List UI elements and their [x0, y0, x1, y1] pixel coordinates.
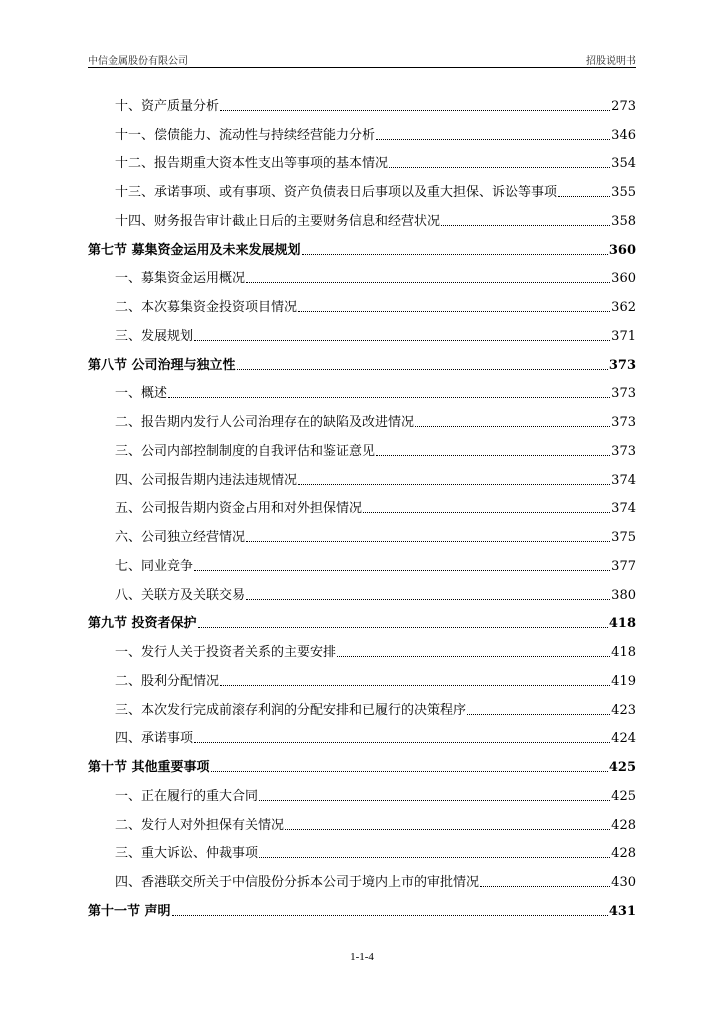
toc-entry-title: 第七节 募集资金运用及未来发展规划: [88, 242, 301, 258]
toc-section-entry[interactable]: [88, 894, 636, 923]
toc-leader-dots: [441, 225, 610, 226]
toc-entry-title: 第九节 投资者保护: [88, 616, 197, 632]
toc-section-entry[interactable]: [88, 233, 636, 262]
toc-entry-title: 一、发行人关于投资者关系的主要安排: [115, 645, 337, 660]
toc-entry-page: 360: [611, 271, 636, 287]
toc-entry-page: 418: [611, 645, 636, 660]
toc-entry-page: 425: [608, 760, 636, 775]
toc-entry-page: 360: [608, 242, 636, 258]
toc-entry[interactable]: [88, 693, 636, 722]
toc-entry-title: 十三、承诺事项、或有事项、资产负债表日后事项以及重大担保、诉讼等事项: [115, 185, 558, 200]
toc-entry-title: 第十节 其他重要事项: [88, 760, 210, 775]
toc-leader-dots: [259, 857, 610, 858]
toc-entry[interactable]: [88, 377, 636, 406]
toc-leader-dots: [211, 771, 608, 772]
toc-entry-page: 418: [608, 616, 636, 632]
toc-entry-page: 373: [608, 357, 636, 373]
table-of-contents: [88, 89, 636, 923]
toc-leader-dots: [194, 570, 610, 571]
toc-leader-dots: [220, 110, 610, 111]
toc-leader-dots: [194, 340, 610, 341]
toc-entry-page: 374: [611, 472, 636, 488]
toc-entry-page: 354: [611, 156, 636, 172]
toc-leader-dots: [246, 541, 610, 542]
toc-leader-dots: [194, 742, 610, 743]
toc-entry[interactable]: [88, 492, 636, 521]
toc-entry-title: 一、概述: [115, 386, 168, 402]
toc-entry-title: 十一、偿债能力、流动性与持续经营能力分析: [115, 127, 376, 143]
toc-entry[interactable]: [88, 405, 636, 434]
toc-entry[interactable]: [88, 175, 636, 204]
toc-leader-dots: [220, 685, 610, 686]
toc-entry-title: 十四、财务报告审计截止日后的主要财务信息和经营状况: [115, 213, 441, 229]
toc-entry-page: 373: [611, 443, 636, 459]
toc-entry-page: 346: [611, 127, 636, 143]
toc-entry[interactable]: [88, 89, 636, 118]
header-company-name: 中信金属股份有限公司: [88, 56, 188, 67]
toc-leader-dots: [168, 397, 610, 398]
toc-leader-dots: [237, 369, 608, 370]
toc-entry-page: 273: [611, 98, 636, 114]
toc-entry[interactable]: [88, 779, 636, 808]
toc-entry[interactable]: [88, 578, 636, 607]
toc-section-entry[interactable]: [88, 348, 636, 377]
toc-entry[interactable]: [88, 664, 636, 693]
toc-leader-dots: [246, 599, 610, 600]
toc-section-entry[interactable]: [88, 750, 636, 779]
toc-leader-dots: [298, 484, 610, 485]
toc-entry-title: 四、承诺事项: [115, 731, 194, 747]
toc-entry-title: 二、本次募集资金投资项目情况: [115, 300, 298, 315]
toc-entry[interactable]: [88, 808, 636, 837]
header-divider: [88, 67, 636, 68]
toc-leader-dots: [558, 196, 610, 197]
toc-entry-page: 430: [611, 875, 636, 890]
toc-entry[interactable]: [88, 434, 636, 463]
toc-leader-dots: [467, 714, 610, 715]
toc-entry-page: 377: [611, 558, 636, 574]
toc-entry-title: 二、股利分配情况: [115, 673, 220, 689]
toc-entry-title: 四、香港联交所关于中信股份分拆本公司于境内上市的审批情况: [115, 875, 480, 890]
toc-entry-page: 374: [611, 501, 636, 517]
toc-leader-dots: [389, 167, 610, 168]
toc-entry[interactable]: [88, 319, 636, 348]
toc-leader-dots: [363, 512, 610, 513]
toc-entry-title: 十、资产质量分析: [115, 98, 220, 114]
toc-entry-page: 423: [611, 702, 636, 718]
toc-entry-page: 425: [611, 788, 636, 804]
page-header: [88, 52, 636, 68]
toc-entry-title: 三、本次发行完成前滚存利润的分配安排和已履行的决策程序: [115, 702, 467, 718]
toc-leader-dots: [285, 829, 610, 830]
toc-entry-title: 二、发行人对外担保有关情况: [115, 817, 285, 833]
toc-entry-title: 第十一节 声明: [88, 903, 171, 919]
toc-entry-title: 六、公司独立经营情况: [115, 530, 246, 545]
toc-leader-dots: [298, 311, 610, 312]
toc-entry[interactable]: [88, 118, 636, 147]
toc-entry-page: 375: [611, 530, 636, 545]
header-document-type: 招股说明书: [586, 56, 636, 67]
toc-entry[interactable]: [88, 520, 636, 549]
toc-entry[interactable]: [88, 865, 636, 894]
toc-entry[interactable]: [88, 290, 636, 319]
toc-entry-title: 二、报告期内发行人公司治理存在的缺陷及改进情况: [115, 415, 415, 430]
toc-entry-title: 三、发展规划: [115, 328, 194, 344]
toc-entry-title: 七、同业竞争: [115, 558, 194, 574]
toc-entry-page: 428: [611, 846, 636, 862]
toc-entry-title: 一、正在履行的重大合同: [115, 788, 259, 804]
toc-entry-page: 371: [611, 328, 636, 344]
toc-entry[interactable]: [88, 722, 636, 751]
toc-entry[interactable]: [88, 463, 636, 492]
toc-entry[interactable]: [88, 837, 636, 866]
toc-entry-page: 424: [611, 731, 636, 747]
toc-entry-page: 380: [611, 587, 636, 603]
toc-leader-dots: [376, 455, 610, 456]
toc-leader-dots: [198, 627, 608, 628]
toc-entry-title: 八、关联方及关联交易: [115, 587, 246, 603]
toc-entry-page: 431: [608, 903, 636, 919]
toc-entry-title: 三、公司内部控制制度的自我评估和鉴证意见: [115, 443, 376, 459]
toc-leader-dots: [415, 426, 610, 427]
toc-leader-dots: [480, 886, 610, 887]
toc-leader-dots: [246, 282, 610, 283]
toc-entry-page: 373: [611, 415, 636, 430]
toc-entry-title: 四、公司报告期内违法违规情况: [115, 472, 298, 488]
toc-entry[interactable]: [88, 549, 636, 578]
toc-entry-page: 428: [611, 817, 636, 833]
toc-entry-title: 第八节 公司治理与独立性: [88, 357, 236, 373]
toc-entry-title: 一、募集资金运用概况: [115, 271, 246, 287]
toc-entry-title: 十二、报告期重大资本性支出等事项的基本情况: [115, 156, 389, 172]
toc-entry-page: 355: [611, 185, 636, 200]
toc-leader-dots: [376, 139, 610, 140]
page-number: 1-1-4: [350, 951, 374, 963]
toc-leader-dots: [302, 254, 608, 255]
toc-entry[interactable]: [88, 262, 636, 291]
toc-entry[interactable]: [88, 204, 636, 233]
toc-leader-dots: [172, 915, 608, 916]
toc-entry[interactable]: [88, 635, 636, 664]
toc-entry-page: 362: [611, 300, 636, 315]
toc-entry-page: 358: [611, 213, 636, 229]
toc-entry-title: 五、公司报告期内资金占用和对外担保情况: [115, 501, 363, 517]
toc-section-entry[interactable]: [88, 607, 636, 636]
toc-leader-dots: [337, 656, 610, 657]
toc-entry-page: 373: [611, 386, 636, 402]
toc-entry[interactable]: [88, 147, 636, 176]
toc-entry-page: 419: [611, 673, 636, 689]
toc-entry-title: 三、重大诉讼、仲裁事项: [115, 846, 259, 862]
toc-leader-dots: [259, 800, 610, 801]
